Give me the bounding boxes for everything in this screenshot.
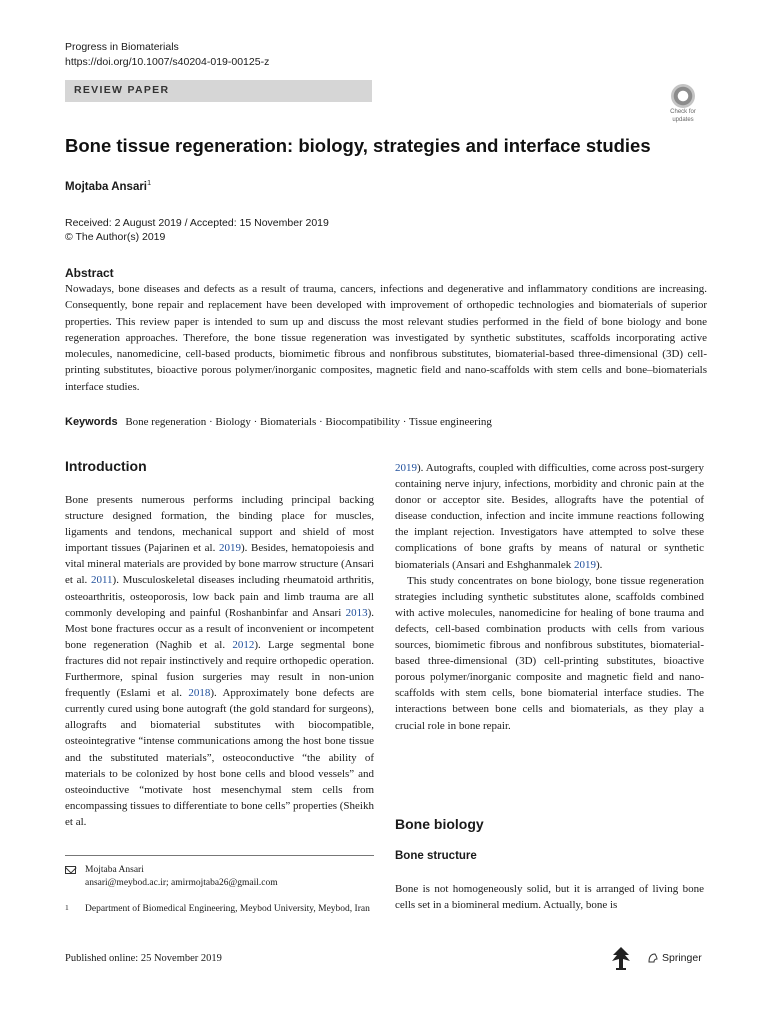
keywords-line — [65, 414, 492, 430]
intro-text-segment: ). Approximately bone defects are currently cured using bone autograft (the gold standard for surgeons), allografts and biomaterial substitutes with biocompatible, osteointegrative “intense communications among the host bone tissue and the substituted materials”, osteoconductive “the ability of materials to be colonized by host bone cells and blood vessels” and osteoinductive “motivate host mesenchymal stem cells from encompassing tissues to differentiate to bone cells” properties (Sheikh et al. — [65, 687, 374, 828]
corresponding-author-email[interactable]: ansari@meybod.ac.ir; amirmojtaba26@gmail.com — [85, 878, 278, 888]
intro-paragraph-1-continued — [395, 460, 704, 573]
intro-text-segment: Bone presents numerous performs including principal backing structure designed formation, the binding place for muscles, ligaments and tendons, mechanical support and shield of most important tissues (Pajarinen et al. — [65, 494, 374, 555]
article-title: Bone tissue regeneration: biology, strategies and interface studies — [65, 135, 651, 156]
author-line — [65, 178, 151, 193]
intro-text-segment: ). Large segmental bone fractures did not repair instinctively and require orthopedic operation. Furthermore, spinal fusion surgeries may result in non-union frequently (Eslami et al. — [65, 638, 374, 700]
check-for-updates-badge[interactable] — [663, 84, 703, 124]
intro-paragraph-1 — [65, 492, 374, 830]
citation-link[interactable]: 2011 — [90, 574, 113, 587]
check-updates-icon — [671, 84, 695, 108]
bone-structure-paragraph — [395, 881, 704, 913]
springer-horse-icon — [647, 952, 659, 964]
abstract-text: Nowadays, bone diseases and defects as a result of trauma, cancers, infections and degenerative and inflammatory conditions are increasing. Consequently, bone repair and replacement have been developed with improvement of orthopedic technologies and biomaterials of superior properties. This review paper is intended to sum up and discuss the most relevant studies performed in the field of bone biology and bone regeneration approaches. Therefore, the bone tissue regeneration was investigated by synthetic substitutes, scaffolds incorporating active molecules, nanomedicine, cell-based products, biomimetic fibrous and nonfibrous substitutes, biomaterial-based three-dimensional (3D) cell-printing substitutes, bioactive porous polymer/inorganic composites, magnetic field and nano-scaffolds with stem cells and bone–biomaterials interface studies. — [65, 283, 707, 393]
keywords-label: Keywords — [65, 416, 118, 428]
intro-right-column — [395, 460, 704, 734]
keywords-list: Bone regeneration · Biology · Biomaterials · Biocompatibility · Tissue engineering — [125, 416, 492, 428]
intro-text-segment: ). Besides, hematopoiesis and vital mineral materials are provided by bone marrow structure (Ansari et al. — [65, 542, 375, 587]
author-affiliation-mark: 1 — [147, 178, 152, 187]
author-name[interactable]: Mojtaba Ansari — [65, 180, 148, 193]
published-online-date: Published online: 25 November 2019 — [65, 953, 222, 964]
bone-structure-text: Bone is not homogeneously solid, but it is arranged of living bone cells set in a biomineral medium. Actually, bone is — [395, 883, 704, 912]
springer-tree-logo-icon — [610, 945, 632, 971]
copyright-notice: © The Author(s) 2019 — [65, 231, 166, 243]
intro-text-segment: ). Autografts, coupled with difficulties, come across post-surgery containing nerve injury, infections, morbidity and chronic pain at the donor or acceptor site. Besides, allografts have the potential of disease conduction, infection and incite immune reactions following the implant rejection. Investigators have attempted to solve these complications of bone grafts by means of natural or synthetic biomaterials (Ansari and Eshghanmalek — [395, 462, 704, 571]
affiliation-text: Department of Biomedical Engineering, Meybod University, Meybod, Iran — [85, 904, 370, 914]
article-type-band — [65, 80, 372, 102]
citation-link[interactable]: 2013 — [345, 606, 368, 619]
introduction-heading: Introduction — [65, 458, 147, 474]
envelope-icon — [65, 866, 76, 874]
citation-link[interactable]: 2019 — [218, 542, 241, 555]
doi-link[interactable]: https://doi.org/10.1007/s40204-019-00125-z — [65, 56, 270, 68]
check-updates-line-1: Check for — [670, 109, 696, 115]
citation-link[interactable]: 2019 — [574, 558, 597, 571]
check-updates-line-2: updates — [672, 117, 694, 123]
intro-text-segment: ). Most bone fractures occur as a result of inconvenient or incompetent bone regeneration (Naghib et al. — [65, 606, 374, 651]
citation-link[interactable]: 2012 — [232, 638, 255, 651]
received-accepted-dates: Received: 2 August 2019 / Accepted: 15 November 2019 — [65, 217, 329, 229]
corresponding-author-name: Mojtaba Ansari — [85, 865, 144, 875]
intro-text-segment: ). Musculoskeletal diseases including rheumatoid arthritis, osteoarthritis, osteoporosis, low back pain and limb trauma are all commonly developing and painful (Roshanbinfar and Ansari — [65, 574, 374, 619]
intro-paragraph-left-column — [65, 492, 374, 830]
citation-link[interactable]: 2019 — [395, 462, 417, 474]
footnote-divider — [65, 855, 374, 856]
affiliation-number: 1 — [65, 903, 69, 912]
abstract-heading: Abstract — [65, 266, 114, 280]
publisher-name: Springer — [662, 952, 702, 964]
citation-link[interactable]: 2018 — [188, 687, 211, 700]
journal-name: Progress in Biomaterials — [65, 41, 179, 53]
article-type-label: REVIEW PAPER — [74, 84, 170, 96]
bone-biology-heading: Bone biology — [395, 816, 484, 832]
intro-text-segment: ). — [596, 558, 603, 571]
intro-paragraph-2: This study concentrates on bone biology, bone tissue regeneration strategies including synthetic substitutes alone, scaffolds combined with active molecules, nanomedicine for healing of bone trauma and defects, cell-based combination products with cells from various sources, biomimetic fibrous and nonfibrous substitutes, biomaterial-based three-dimensional (3D) cell-printing substitutes, bioactive porous polymer/inorganic composite and magnetic field and nano-scaffolds with stem cells, bone biomaterial interface studies. The interactions between bone cells and biomaterials, as they play a crucial role in bone repair. — [395, 574, 704, 732]
bone-structure-heading: Bone structure — [395, 850, 477, 862]
